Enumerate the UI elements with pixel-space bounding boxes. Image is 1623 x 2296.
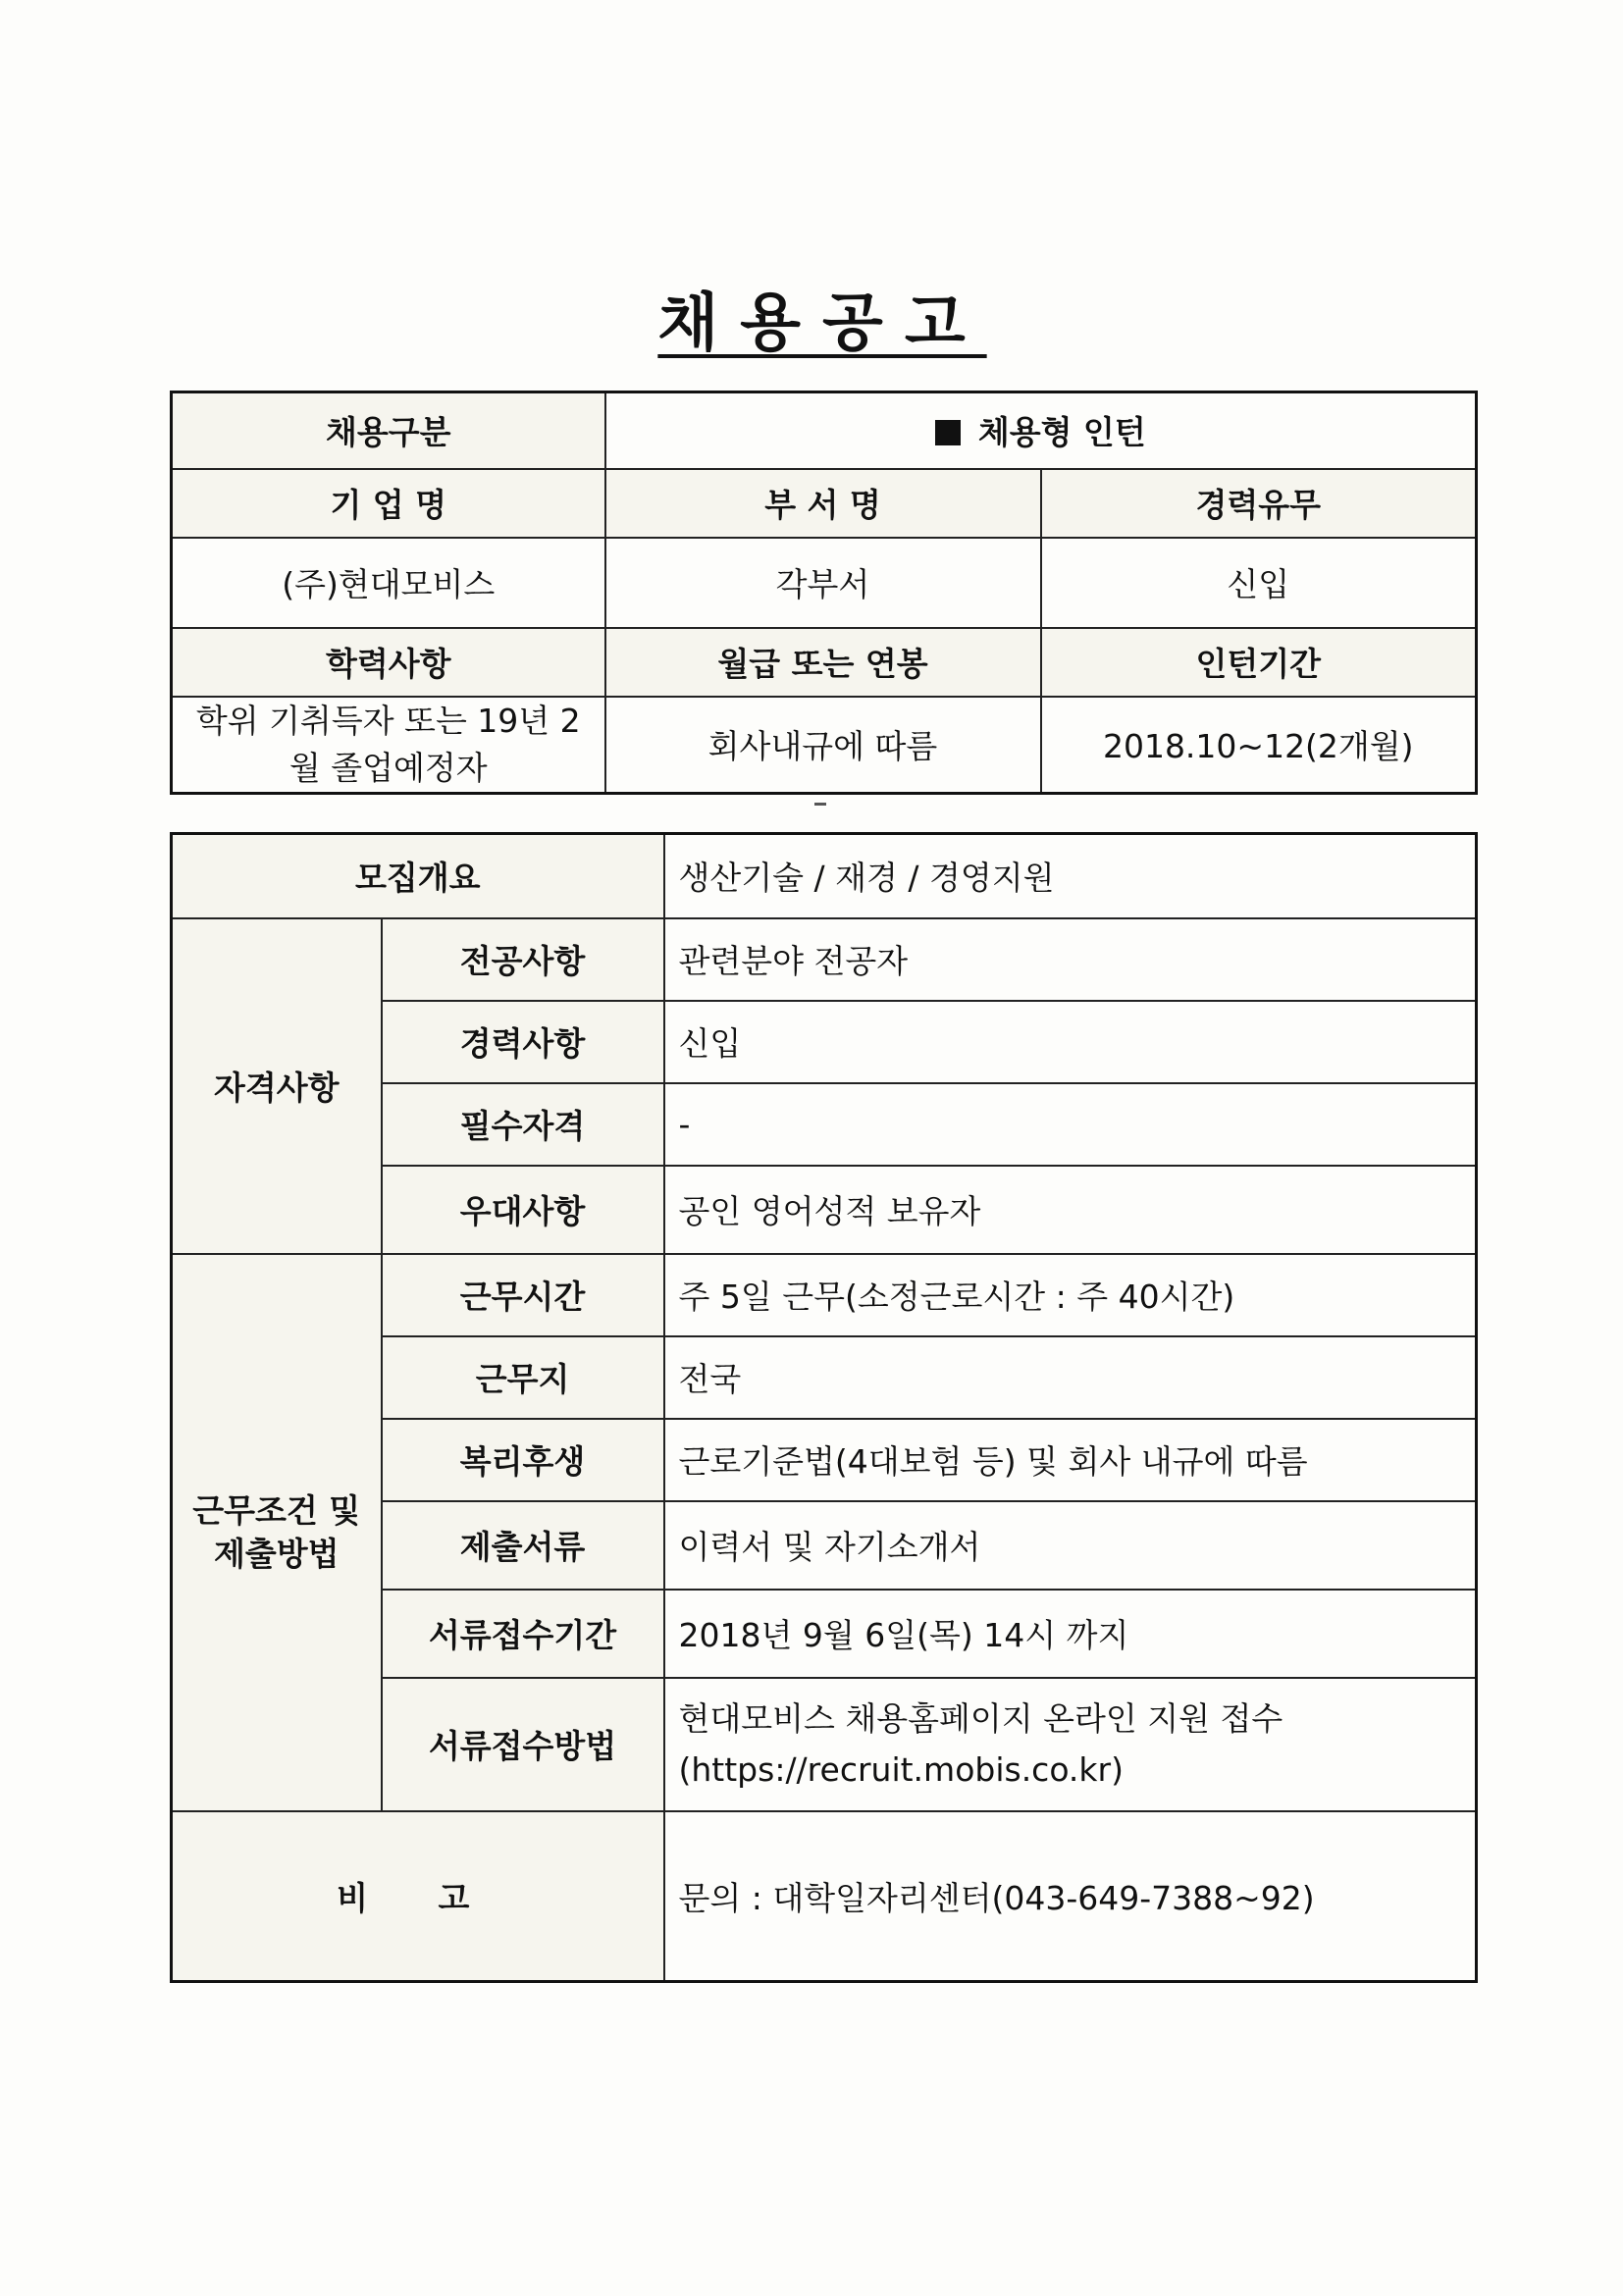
apply-method-value: [664, 1678, 1477, 1811]
salary-header: 월급 또는 연봉: [605, 628, 1041, 697]
education-header: 학력사항: [172, 628, 605, 697]
qualifications-group-label: 자격사항: [172, 918, 382, 1254]
divider-mark: [814, 803, 826, 806]
overview-value: 생산기술 / 재경 / 경영지원: [664, 834, 1477, 918]
work-hours-value: 주 5일 근무(소정근로시간 : 주 40시간): [664, 1254, 1477, 1336]
company-header: 기 업 명: [172, 469, 605, 538]
company-value: (주)현대모비스: [172, 538, 605, 628]
intern-period-header: 인턴기간: [1041, 628, 1477, 697]
apply-method-label: 서류접수방법: [382, 1678, 664, 1811]
department-value: 각부서: [605, 538, 1041, 628]
deadline-label: 서류접수기간: [382, 1590, 664, 1678]
page-title: 채용공고: [657, 287, 987, 360]
required-qual-value: -: [664, 1083, 1477, 1166]
documents-value: 이력서 및 자기소개서: [664, 1501, 1477, 1590]
salary-value: 회사내규에 따름: [605, 697, 1041, 794]
benefits-label: 복리후생: [382, 1419, 664, 1501]
work-location-label: 근무지: [382, 1336, 664, 1419]
summary-table: [170, 391, 1478, 795]
details-table: [170, 832, 1478, 1983]
documents-label: 제출서류: [382, 1501, 664, 1590]
deadline-value: 2018년 9월 6일(목) 14시 까지: [664, 1590, 1477, 1678]
experience-value: 신입: [1041, 538, 1477, 628]
remarks-label: 비 고: [172, 1811, 664, 1982]
career-value: 신입: [664, 1001, 1477, 1083]
required-qual-label: 필수자격: [382, 1083, 664, 1166]
preference-label: 우대사항: [382, 1166, 664, 1254]
recruit-type-value: 체용형 인턴: [605, 392, 1477, 469]
benefits-value: 근로기준법(4대보험 등) 및 회사 내규에 따름: [664, 1419, 1477, 1501]
conditions-group-label: 근무조건 및 제출방법: [172, 1254, 382, 1811]
square-bullet-icon: [935, 420, 961, 445]
recruit-type-label: 채용구분: [172, 392, 605, 469]
overview-label: 모집개요: [172, 834, 664, 918]
experience-header: 경력유무: [1041, 469, 1477, 538]
major-label: 전공사항: [382, 918, 664, 1001]
preference-value: 공인 영어성적 보유자: [664, 1166, 1477, 1254]
remarks-value: 문의 : 대학일자리센터(043-649-7388~92): [664, 1811, 1477, 1982]
major-value: 관련분야 전공자: [664, 918, 1477, 1001]
department-header: 부 서 명: [605, 469, 1041, 538]
apply-url-link[interactable]: (https://recruit.mobis.co.kr): [678, 1749, 1124, 1789]
intern-period-value: 2018.10~12(2개월): [1041, 697, 1477, 794]
apply-method-text: 현대모비스 채용홈페이지 온라인 지원 접수: [678, 1698, 1283, 1738]
work-hours-label: 근무시간: [382, 1254, 664, 1336]
work-location-value: 전국: [664, 1336, 1477, 1419]
career-label: 경력사항: [382, 1001, 664, 1083]
education-value: 학위 기취득자 또는 19년 2월 졸업예정자: [172, 697, 605, 794]
